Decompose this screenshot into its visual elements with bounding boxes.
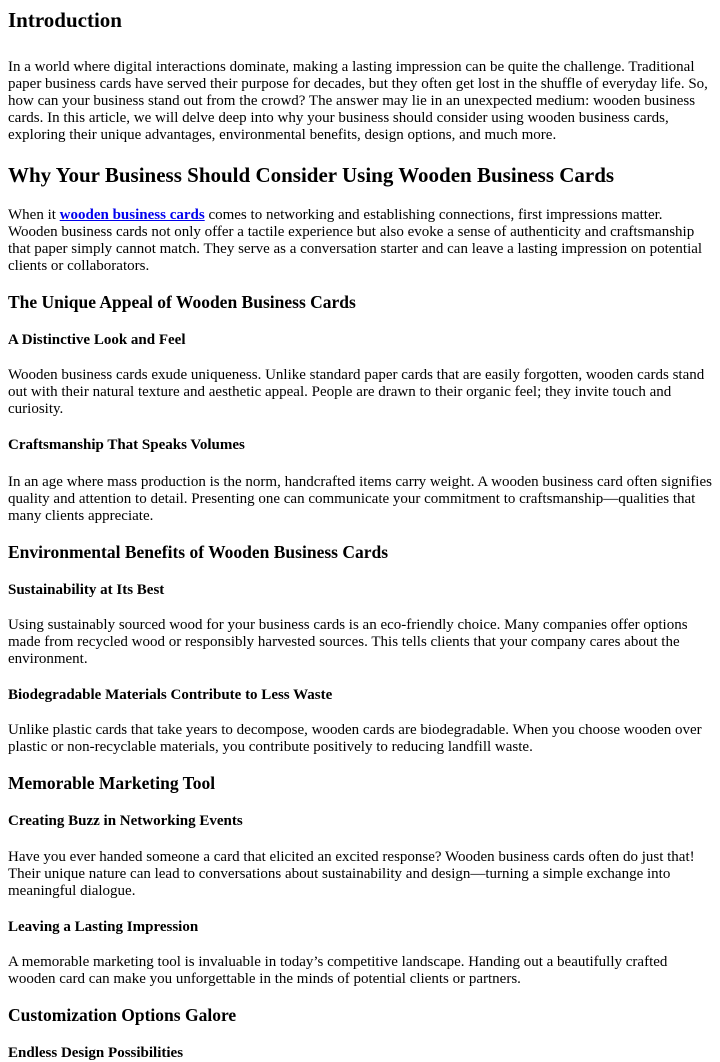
sustain-heading: Sustainability at Its Best	[8, 582, 165, 598]
why-paragraph-end: comes to networking and establishing connections, first impressions matter. Wooden business cards not only offer a tactile experience but also evoke a sense of authenticity and craftsmanship that paper simply cannot match. They serve as a conversation starter and can leave a lasting impression on potential clients or collaborators.	[8, 207, 703, 274]
appeal-heading: The Unique Appeal of Wooden Business Cards	[8, 292, 356, 312]
why-paragraph	[8, 207, 712, 275]
craft-heading: Craftsmanship That Speaks Volumes	[8, 437, 245, 453]
biodeg-paragraph: Unlike plastic cards that take years to decompose, wooden cards are biodegradable. When you choose wooden over plastic or non-recyclable materials, you contribute positively to reducing landfill waste.	[8, 722, 702, 755]
intro-paragraph: In a world where digital interactions dominate, making a lasting impression can be quite the challenge. Traditional paper business cards have served their purpose for decades, but they often get lost in the shuffle of everyday life. So, how can your business stand out from the crowd? The answer may lie in an unexpected medium: wooden business cards. In this article, we will delve deep into why your business should consider using wooden business cards, exploring their unique advantages, environmental benefits, design options, and much more.	[8, 59, 708, 143]
biodeg-heading: Biodegradable Materials Contribute to Less Waste	[8, 687, 333, 703]
lasting-heading: Leaving a Lasting Impression	[8, 919, 199, 935]
why-paragraph-start: When it	[8, 207, 60, 223]
endless-heading: Endless Design Possibilities	[8, 1045, 184, 1061]
sustain-paragraph: Using sustainably sourced wood for your business cards is an eco-friendly choice. Many companies offer options made from recycled wood or responsibly harvested sources. This tells clients that your company cares about the environment.	[8, 617, 688, 667]
distinctive-paragraph: Wooden business cards exude uniqueness. Unlike standard paper cards that are easily forgotten, wooden cards stand out with their natural texture and aesthetic appeal. People are drawn to their organic feel; they invite touch and curiosity.	[8, 367, 705, 417]
lasting-paragraph: A memorable marketing tool is invaluable in today’s competitive landscape. Handing out a beautifully crafted wooden card can make you unforgettable in the minds of potential clients or partners.	[8, 954, 668, 987]
env-heading: Environmental Benefits of Wooden Business Cards	[8, 542, 389, 562]
custom-heading: Customization Options Galore	[8, 1005, 237, 1025]
craft-paragraph: In an age where mass production is the norm, handcrafted items carry weight. A wooden business card often signifies quality and attention to detail. Presenting one can communicate your commitment to craftsmanship—qualities that many clients appreciate.	[8, 474, 712, 524]
distinctive-heading: A Distinctive Look and Feel	[8, 332, 186, 348]
buzz-paragraph: Have you ever handed someone a card that elicited an excited response? Wooden business cards often do just that! Their unique nature can lead to conversations about sustainability and design—turning a simple exchange into meaningful dialogue.	[8, 849, 695, 899]
buzz-heading: Creating Buzz in Networking Events	[8, 813, 243, 829]
wooden-business-cards-link[interactable]: wooden business cards	[59, 207, 205, 223]
marketing-heading: Memorable Marketing Tool	[8, 773, 216, 793]
article	[0, 8, 720, 1062]
why-heading: Why Your Business Should Consider Using Wooden Business Cards	[8, 163, 615, 187]
intro-heading: Introduction	[8, 8, 122, 32]
